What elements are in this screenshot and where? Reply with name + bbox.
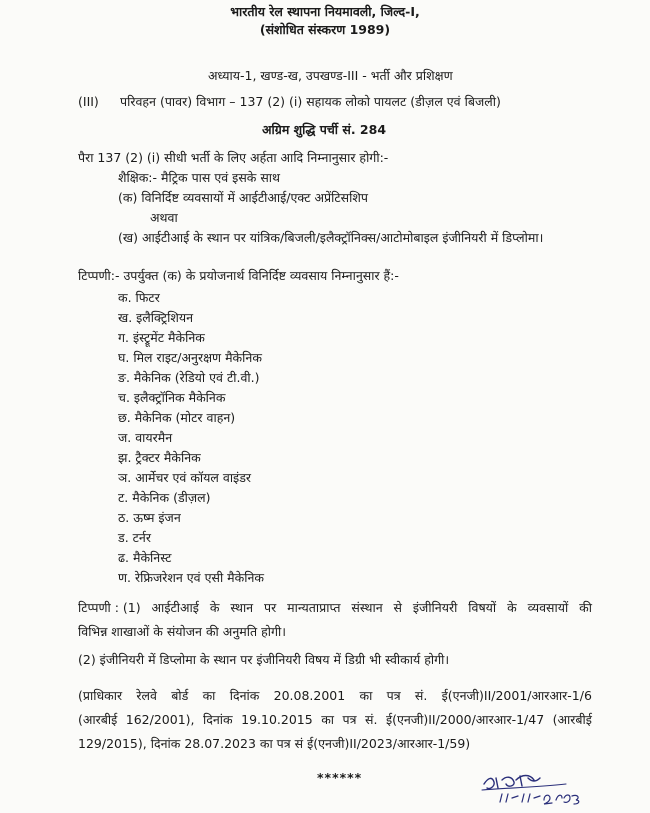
educational-qualification: शैक्षिक:- मैट्रिक पास एवं इसके साथ <box>118 170 281 185</box>
authority-line3: 129/2015), दिनांक 28.07.2023 का पत्र सं ई(एनजी)II/2023/आरआर-1/59) <box>78 736 471 751</box>
list-item: क. फिटर <box>118 290 160 305</box>
document-title: भारतीय रेल स्थापना नियमावली, जिल्द-I, <box>230 4 420 19</box>
note2-item2: (2) इंजीनियरी में डिप्लोमा के स्थान पर इंजीनियरी विषय में डिग्री भी स्वीकार्य होगी। <box>78 652 450 667</box>
authority-word: 20.08.2001 <box>273 688 346 703</box>
list-item: झ. ट्रैक्टर मैकेनिक <box>118 450 201 465</box>
correction-slip-title: अग्रिम शुद्धि पर्ची सं. 284 <box>262 122 387 137</box>
note2-word: की <box>579 600 592 615</box>
authority-word: का <box>359 688 373 703</box>
department-heading: परिवहन (पावर) विभाग – 137 (2) (i) सहायक लोको पायलट (डीज़ल एवं बिजली) <box>120 94 501 109</box>
note2-word: संस्थान <box>351 600 383 615</box>
note2-line2: विभिन्न शाखाओं के संयोजन की अनुमति होगी। <box>78 624 286 639</box>
list-item: ड. टर्नर <box>118 530 151 545</box>
end-marker: ****** <box>317 770 363 785</box>
handwritten-signature <box>478 770 588 810</box>
authority-word: (आरबीई <box>552 712 592 727</box>
note2-word: व्यवसायों <box>527 600 569 615</box>
list-item: ट. मैकेनिक (डीज़ल) <box>118 490 211 505</box>
note2-word: विषयों <box>468 600 497 615</box>
authority-word: दिनांक <box>202 712 233 727</box>
note2-word: के <box>209 600 220 615</box>
list-item: ढ. मैकेनिस्ट <box>118 550 172 565</box>
authority-word: दिनांक <box>229 688 260 703</box>
list-item: च. इलैक्ट्रॉनिक मैकेनिक <box>118 390 226 405</box>
authority-word: ई(एनजी)II/2001/आरआर-1/6 <box>441 688 592 703</box>
note2-word: पर <box>264 600 277 615</box>
authority-word: का <box>202 688 216 703</box>
list-item: ण. रेफ्रिजरेशन एवं एसी मैकेनिक <box>118 570 265 585</box>
list-item: ख. इलैक्ट्रिशियन <box>118 310 194 325</box>
note2-line1 <box>78 600 592 616</box>
list-item: ज. वायरमैन <box>118 430 173 445</box>
authority-word: (प्राधिकार <box>78 688 123 703</box>
authority-line2 <box>78 712 592 728</box>
authority-word: सं. <box>365 712 378 727</box>
option-or: अथवा <box>150 210 178 225</box>
document-edition: (संशोधित संस्करण 1989) <box>259 22 391 37</box>
list-item: छ. मैकेनिक (मोटर वाहन) <box>118 410 236 425</box>
list-item: ठ. ऊष्म इंजन <box>118 510 181 525</box>
authority-word: बोर्ड <box>171 688 189 703</box>
authority-word: ई(एनजी)II/2000/आरआर-1/47 <box>385 712 545 727</box>
note2-word: आईटीआई <box>151 600 199 615</box>
authority-word: 19.10.2015 <box>241 712 313 727</box>
department-number: (III) <box>78 94 99 109</box>
list-item: ग. इंस्ट्रूमेंट मैकेनिक <box>118 330 205 345</box>
authority-word: (आरबीई <box>78 712 118 727</box>
authority-word: पत्र <box>386 688 401 703</box>
list-item: घ. मिल राइट/अनुरक्षण मैकेनिक <box>118 350 262 365</box>
para-text: पैरा 137 (2) (i) सीधी भर्ती के लिए अर्हता आदि निम्नानुसार होगी:- <box>78 150 389 165</box>
authority-word: का <box>321 712 335 727</box>
note2-word: से <box>393 600 402 615</box>
list-item: ङ. मैकेनिक (रेडियो एवं टी.वी.) <box>118 370 260 385</box>
option-kha: (ख) आईटीआई के स्थान पर यांत्रिक/बिजली/इलैक्ट्रॉनिक्स/आटोमोबाइल इंजीनियरी में डिप्लोमा। <box>118 230 544 245</box>
note1-heading: टिप्पणी:- उपर्युक्त (क) के प्रयोजनार्थ विनिर्दिष्ट व्यवसाय निम्नानुसार हैं:- <box>78 268 399 283</box>
authority-word: पत्र <box>342 712 357 727</box>
note2-word: टिप्पणी : (1) <box>78 600 141 615</box>
authority-word: 162/2001), <box>125 712 195 727</box>
chapter-heading: अध्याय-1, खण्ड-ख, उपखण्ड-III - भर्ती और प्रशिक्षण <box>208 68 453 83</box>
note2-word: के <box>507 600 517 615</box>
note2-word: इंजीनियरी <box>412 600 458 615</box>
list-item: ञ. आर्मेचर एवं कॉयल वाइंडर <box>118 470 251 485</box>
authority-word: रेलवे <box>136 688 157 703</box>
authority-line1 <box>78 688 592 704</box>
authority-word: सं. <box>414 688 428 703</box>
option-ka: (क) विनिर्दिष्ट व्यवसायों में आईटीआई/एक्ट अप्रेंटिसशिप <box>118 190 368 205</box>
note2-word: स्थान <box>230 600 254 615</box>
note2-word: मान्यताप्राप्त <box>287 600 341 615</box>
